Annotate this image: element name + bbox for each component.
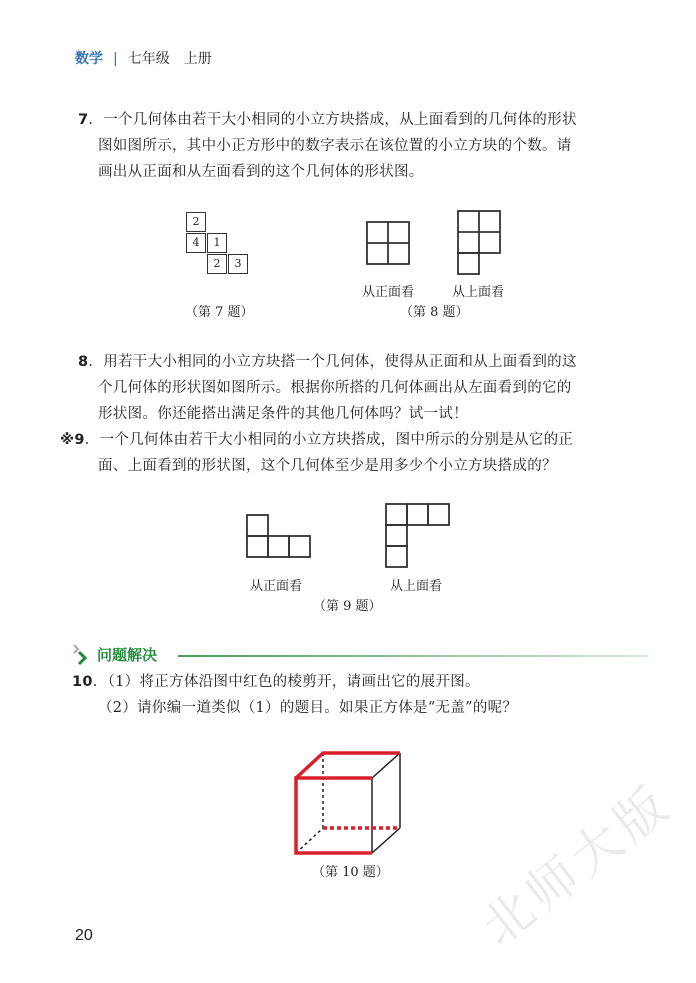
chevron-icon: [72, 644, 94, 666]
grade: 七年级: [127, 51, 170, 67]
section-heading: [72, 644, 157, 666]
q7-text: 图如图所示，其中小正方形中的数字表示在该位置的小立方块的个数。请: [98, 138, 572, 154]
front-view: [367, 222, 409, 264]
question-7: [78, 107, 577, 185]
grid-cell: 2: [186, 212, 206, 232]
q8-number: 8: [78, 354, 89, 370]
fig7-caption: （第 7 题）: [185, 305, 254, 320]
fig8-views: [360, 205, 510, 280]
q8-text: 个几何体的形状图如图所示。根据你所搭的几何体画出从左面看到的它的: [98, 380, 572, 396]
divider: |: [113, 51, 118, 67]
front-view: [247, 515, 310, 557]
volume: 上册: [183, 51, 212, 67]
q7-text: ．一个几何体由若干大小相同的小立方块搭成，从上面看到的几何体的形状: [88, 112, 577, 128]
question-9: [60, 427, 573, 479]
fig8-top-label: 从上面看: [452, 285, 505, 300]
page-header: [75, 48, 212, 68]
q9-text: 面、上面看到的形状图，这个几何体至少是用多少个小立方块搭成的？: [98, 458, 557, 474]
red-cut-edges: [296, 753, 400, 853]
fig9-front-label: 从正面看: [250, 579, 303, 594]
fig8-caption: （第 8 题）: [400, 305, 469, 320]
fig9-top-label: 从上面看: [390, 579, 443, 594]
fig7-top-view-grid: [186, 212, 256, 276]
grid-cell: 2: [207, 254, 227, 274]
q9-number: ※9: [60, 432, 85, 448]
fig8-front-label: 从正面看: [362, 285, 415, 300]
watermark: 北师大版: [470, 773, 684, 957]
grid-cell: 3: [228, 254, 248, 274]
question-10: [72, 669, 517, 721]
fig9-views: [240, 500, 460, 575]
top-view: [458, 211, 500, 274]
q8-text: ．用若干大小相同的小立方块搭一个几何体，使得从正面和从上面看到的这: [88, 354, 577, 370]
section-title: 问题解决: [97, 646, 158, 664]
q7-number: 7: [78, 112, 89, 128]
grid-cell: 1: [207, 233, 227, 253]
q8-text: 形状图。你还能搭出满足条件的其他几何体吗？试一试！: [98, 406, 468, 422]
fig10-caption: （第 10 题）: [312, 865, 389, 880]
section-divider: [178, 655, 648, 657]
q7-text: 画出从正面和从左面看到的这个几何体的形状图。: [98, 164, 424, 180]
q9-text: ．一个几何体由若干大小相同的小立方块搭成，图中所示的分别是从它的正: [84, 432, 574, 448]
q8-line: [78, 349, 577, 375]
fig9-caption: （第 9 题）: [313, 599, 382, 614]
q10-text: ．（1）将正方体沿图中红色的棱剪开，请画出它的展开图。: [92, 674, 480, 690]
subject: 数学: [75, 51, 103, 67]
q10-number: 10: [72, 674, 93, 690]
q10-line: [72, 669, 517, 695]
q9-line: [60, 427, 573, 453]
page-number: 20: [75, 927, 93, 944]
fig10-cube: [280, 740, 420, 858]
top-view: [386, 504, 449, 567]
question-8: [78, 349, 577, 427]
q7-line: [78, 107, 577, 133]
grid-cell: 4: [186, 233, 206, 253]
q10-text: （2）请你编一道类似（1）的题目。如果正方体是“无盖”的呢？: [98, 700, 518, 716]
